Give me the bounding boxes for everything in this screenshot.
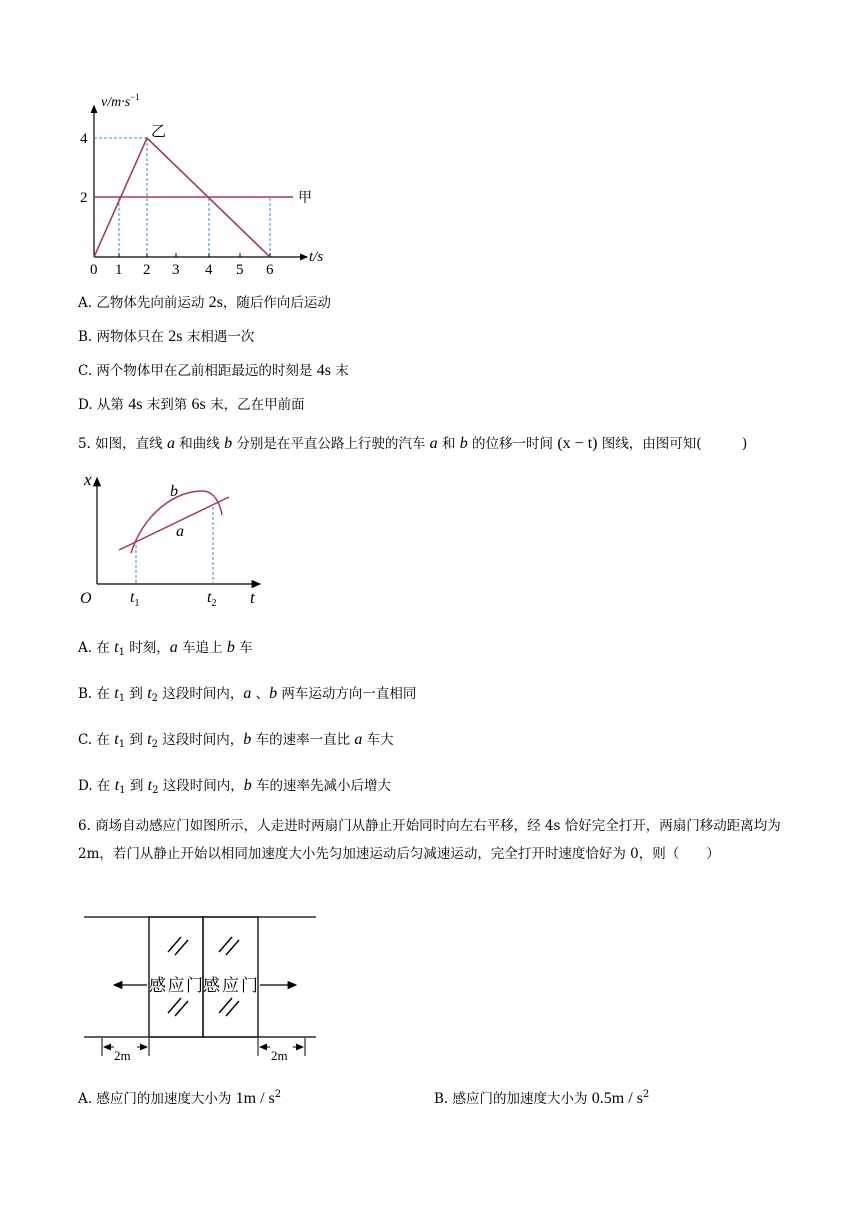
x-label: x — [84, 470, 92, 489]
line-a-label: a — [176, 523, 184, 540]
y-tick-2: 2 — [80, 190, 88, 206]
xt-graph — [76, 465, 276, 615]
dist-left: 2m — [114, 1048, 131, 1063]
x-tick-3: 3 — [172, 262, 180, 278]
q5-option-b: B. 在 $t_1$ 到 $t_2$ 这段时间内，a 、b 两车运动方向一直相同 — [78, 685, 417, 704]
dist-right: 2m — [271, 1048, 288, 1063]
door-right-label: 感应门 — [203, 976, 258, 995]
t-label: t — [250, 588, 255, 607]
y-axis-label: $v/m\cdot s^{-1}$ — [101, 92, 140, 110]
q4-option-d: D. 从第 4s 末到第 6s 末，乙在甲前面 — [78, 396, 305, 413]
q4-option-b: B. 两物体只在 2s 末相遇一次 — [78, 328, 255, 345]
y-tick-4: 4 — [80, 131, 88, 147]
curve-b-label: b — [170, 483, 178, 500]
q6-option-a: A. 感应门的加速度大小为 $1m / s^2$ — [78, 1089, 282, 1107]
t2-label: $t_2$ — [207, 589, 217, 609]
q4-option-a: A. 乙物体先向前运动 2s，随后作向后运动 — [78, 294, 331, 311]
q4-option-c: C. 两个物体甲在乙前相距最远的时刻是 4s 末 — [78, 362, 349, 379]
q5-option-d: D. 在 $t_1$ 到 $t_2$ 这段时间内，b 车的速率先减小后增大 — [78, 777, 392, 796]
q5-option-c: C. 在 $t_1$ 到 $t_2$ 这段时间内，b 车的速率一直比 a 车大 — [78, 731, 394, 750]
label-jia: 甲 — [298, 191, 312, 206]
q6-option-b: B. 感应门的加速度大小为 $0.5m / s^2$ — [434, 1089, 650, 1107]
door-left-label: 感应门 — [149, 976, 203, 995]
door-diagram — [84, 910, 324, 1070]
q5-option-a: A. 在 $t_1$ 时刻，a 车追上 b 车 — [78, 639, 253, 658]
label-yi: 乙 — [151, 124, 167, 140]
x-tick-5: 5 — [236, 262, 244, 278]
vt-graph — [75, 88, 345, 278]
origin-label: O — [80, 590, 92, 607]
x-axis-label: t/s — [309, 249, 324, 265]
x-tick-0: 0 — [90, 262, 98, 278]
q6-stem: 6. 商场自动感应门如图所示，人走进时两扇门从静止开始同时向左右平移，经 4s 恰好完全打开，两扇门移动距离均为 2m，若门从静止开始以相同加速度大小先匀加速运动后匀减速运动，完全打开时速度恰好为 0，则（ ） — [78, 818, 781, 862]
x-tick-4: 4 — [205, 262, 213, 278]
x-tick-1: 1 — [115, 262, 123, 278]
t1-label: $t_1$ — [130, 589, 140, 609]
q5-stem: 5. 如图，直线 a 和曲线 b 分别是在平直公路上行驶的汽车 a 和 b 的位移一时间 (x − t) 图线，由图可知( ) — [78, 435, 748, 452]
x-tick-2: 2 — [143, 262, 151, 278]
x-tick-6: 6 — [266, 262, 274, 278]
